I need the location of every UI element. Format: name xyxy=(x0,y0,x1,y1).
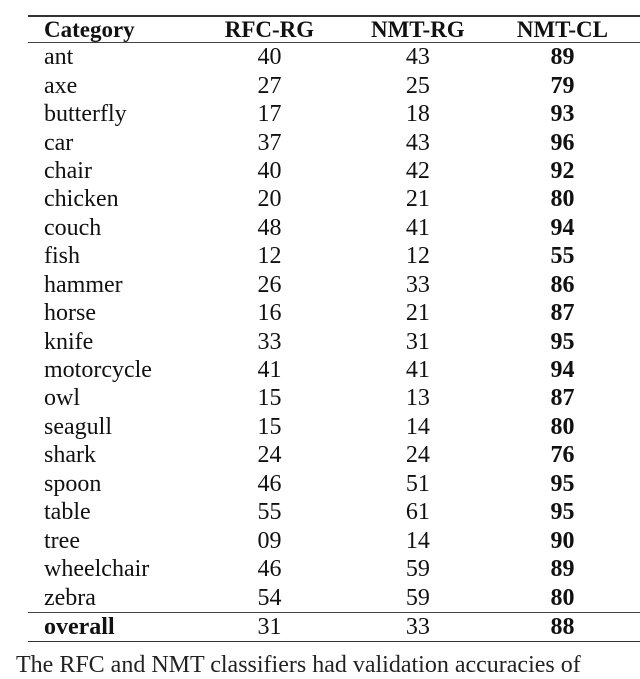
cell-nmt-cl: 95 xyxy=(550,470,575,497)
cell-category: shark xyxy=(44,442,96,469)
header-category: Category xyxy=(44,16,135,42)
cell-category: axe xyxy=(44,72,78,99)
cell-nmt-cl: 55 xyxy=(550,243,575,270)
cell-category: tree xyxy=(44,527,80,554)
table-row xyxy=(28,327,640,355)
cell-nmt-rg: 14 xyxy=(405,527,430,554)
cell-nmt-cl: 90 xyxy=(550,527,575,554)
cell-nmt-rg: 25 xyxy=(405,72,430,99)
cell-nmt-cl: 87 xyxy=(550,300,575,327)
cell-rfc-rg: 12 xyxy=(257,243,282,270)
cell-category: car xyxy=(44,129,74,156)
table-row xyxy=(28,185,640,213)
cell-category: butterfly xyxy=(44,101,127,128)
cell-nmt-cl: 76 xyxy=(550,442,575,469)
cell-nmt-rg: 21 xyxy=(405,186,430,213)
cell-nmt-rg: 42 xyxy=(405,157,430,184)
cell-nmt-rg: 33 xyxy=(405,271,430,298)
table-row xyxy=(28,242,640,270)
cell-rfc-rg: 46 xyxy=(257,470,282,497)
cell-nmt-cl: 89 xyxy=(550,556,575,583)
results-table xyxy=(28,15,640,642)
cell-nmt-cl: 80 xyxy=(550,413,575,440)
cell-category: chair xyxy=(44,157,92,184)
overall-rfc-rg: 31 xyxy=(257,613,282,640)
body-text: The RFC and NMT classifiers had validation accuracies of xyxy=(16,652,581,678)
cell-category: motorcycle xyxy=(44,357,152,384)
table-row xyxy=(28,271,640,299)
table-row xyxy=(28,299,640,327)
table-row xyxy=(28,356,640,384)
cell-nmt-cl: 89 xyxy=(550,44,575,71)
cell-nmt-rg: 12 xyxy=(405,243,430,270)
table-row xyxy=(28,214,640,242)
cell-nmt-cl: 87 xyxy=(550,385,575,412)
cell-nmt-rg: 31 xyxy=(405,328,430,355)
cell-rfc-rg: 33 xyxy=(257,328,282,355)
overall-nmt-cl: 88 xyxy=(550,613,575,640)
cell-rfc-rg: 20 xyxy=(257,186,282,213)
cell-category: table xyxy=(44,499,91,526)
cell-rfc-rg: 09 xyxy=(257,527,282,554)
cell-category: spoon xyxy=(44,470,102,497)
cell-nmt-rg: 21 xyxy=(405,300,430,327)
cell-nmt-rg: 24 xyxy=(405,442,430,469)
cell-rfc-rg: 17 xyxy=(257,101,282,128)
cell-rfc-rg: 55 xyxy=(257,499,282,526)
cell-nmt-cl: 93 xyxy=(550,101,575,128)
cell-rfc-rg: 16 xyxy=(257,300,282,327)
cell-nmt-cl: 96 xyxy=(550,129,575,156)
header-nmt-rg: NMT-RG xyxy=(370,16,465,42)
overall-nmt-rg: 33 xyxy=(405,613,430,640)
cell-nmt-cl: 80 xyxy=(550,584,575,611)
cell-rfc-rg: 48 xyxy=(257,214,282,241)
cell-rfc-rg: 15 xyxy=(257,385,282,412)
header-nmt-cl: NMT-CL xyxy=(516,16,609,42)
cell-nmt-rg: 41 xyxy=(405,357,430,384)
cell-rfc-rg: 15 xyxy=(257,413,282,440)
cell-nmt-rg: 43 xyxy=(405,129,430,156)
cell-nmt-rg: 14 xyxy=(405,413,430,440)
cell-nmt-cl: 86 xyxy=(550,271,575,298)
cell-nmt-cl: 79 xyxy=(550,72,575,99)
table-row xyxy=(28,413,640,441)
table-row xyxy=(28,441,640,469)
cell-category: horse xyxy=(44,300,96,327)
cell-nmt-cl: 95 xyxy=(550,499,575,526)
cell-nmt-cl: 95 xyxy=(550,328,575,355)
overall-row xyxy=(28,613,640,641)
overall-label: overall xyxy=(44,613,115,640)
cell-nmt-cl: 80 xyxy=(550,186,575,213)
cell-category: fish xyxy=(44,243,80,270)
table-row xyxy=(28,583,640,611)
cell-nmt-rg: 59 xyxy=(405,584,430,611)
cell-category: chicken xyxy=(44,186,119,213)
table-row xyxy=(28,157,640,185)
cell-nmt-rg: 51 xyxy=(405,470,430,497)
table-row xyxy=(28,128,640,156)
table-body xyxy=(28,43,640,612)
table-row xyxy=(28,71,640,99)
table-row xyxy=(28,526,640,554)
cell-rfc-rg: 27 xyxy=(257,72,282,99)
cell-rfc-rg: 24 xyxy=(257,442,282,469)
cell-nmt-cl: 94 xyxy=(550,214,575,241)
cell-nmt-rg: 13 xyxy=(405,385,430,412)
cell-rfc-rg: 26 xyxy=(257,271,282,298)
cell-rfc-rg: 40 xyxy=(257,44,282,71)
cell-rfc-rg: 54 xyxy=(257,584,282,611)
table-row xyxy=(28,43,640,71)
cell-rfc-rg: 41 xyxy=(257,357,282,384)
cell-nmt-rg: 43 xyxy=(405,44,430,71)
cell-category: knife xyxy=(44,328,94,355)
cell-category: seagull xyxy=(44,413,112,440)
cell-nmt-cl: 94 xyxy=(550,357,575,384)
cell-category: couch xyxy=(44,214,102,241)
cell-rfc-rg: 37 xyxy=(257,129,282,156)
table-row xyxy=(28,555,640,583)
cell-nmt-rg: 59 xyxy=(405,556,430,583)
cell-category: hammer xyxy=(44,271,123,298)
table-row xyxy=(28,470,640,498)
table-row xyxy=(28,498,640,526)
table-row xyxy=(28,100,640,128)
bottom-rule xyxy=(28,641,640,642)
cell-rfc-rg: 40 xyxy=(257,157,282,184)
table-header xyxy=(28,17,640,42)
cell-category: owl xyxy=(44,385,80,412)
cell-nmt-cl: 92 xyxy=(550,157,575,184)
cell-category: zebra xyxy=(44,584,96,611)
header-rfc-rg: RFC-RG xyxy=(224,16,315,42)
cell-nmt-rg: 41 xyxy=(405,214,430,241)
cell-category: ant xyxy=(44,44,74,71)
cell-category: wheelchair xyxy=(44,556,150,583)
cell-nmt-rg: 61 xyxy=(405,499,430,526)
cell-rfc-rg: 46 xyxy=(257,556,282,583)
table-row xyxy=(28,384,640,412)
cell-nmt-rg: 18 xyxy=(405,101,430,128)
